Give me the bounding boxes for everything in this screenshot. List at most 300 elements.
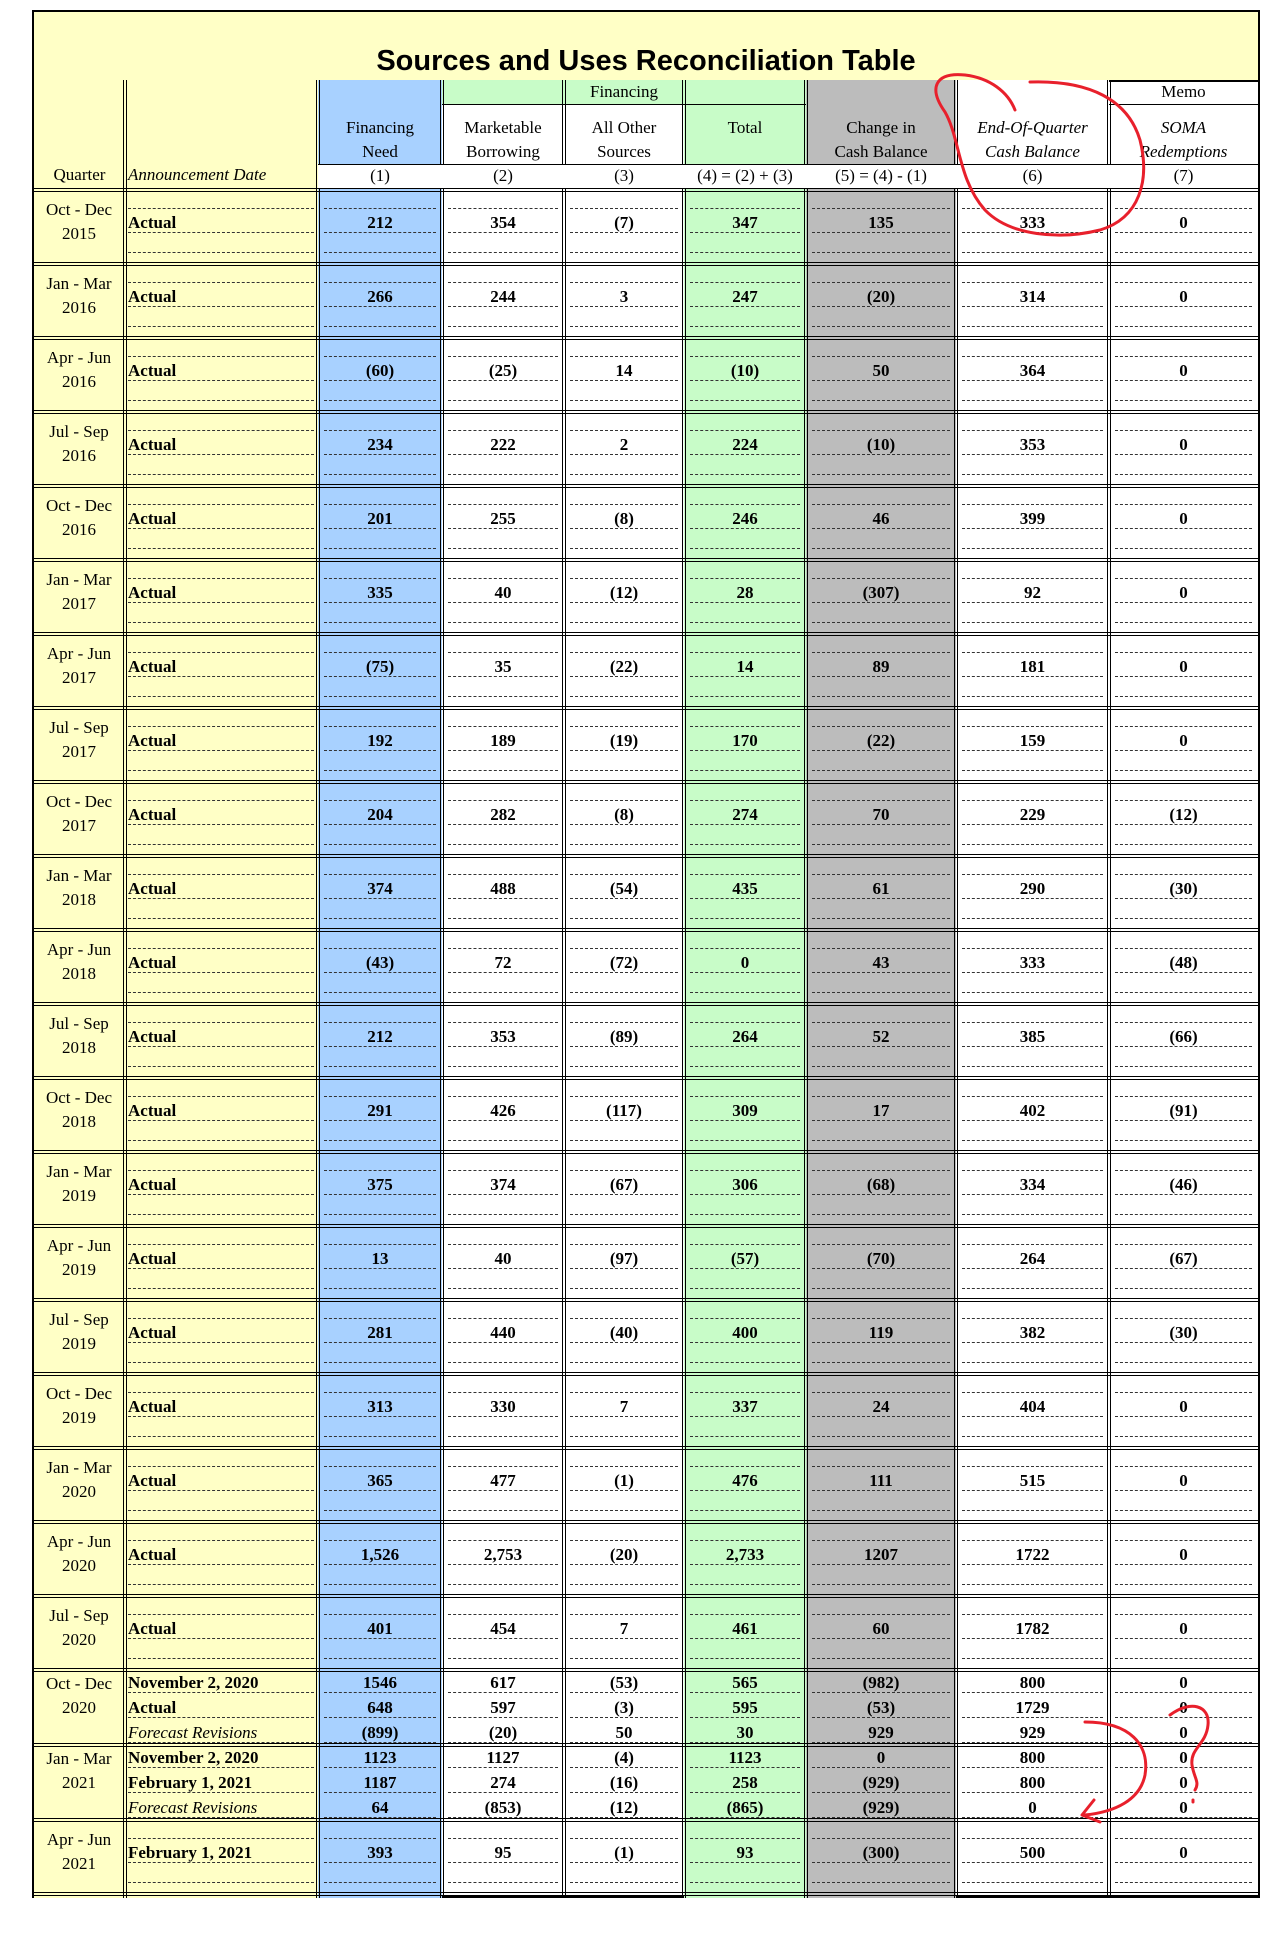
dotted-rule bbox=[690, 1717, 800, 1718]
dotted-rule bbox=[448, 844, 558, 845]
dotted-rule bbox=[128, 1767, 314, 1768]
dotted-rule bbox=[448, 1318, 558, 1319]
dotted-rule bbox=[690, 948, 800, 949]
dotted-rule bbox=[690, 1268, 800, 1269]
header-rule bbox=[1109, 104, 1258, 105]
table-cell: 334 bbox=[1019, 1175, 1046, 1194]
table-cell: 93 bbox=[736, 1843, 754, 1862]
table-cell: 1,526 bbox=[360, 1545, 400, 1564]
dotted-rule bbox=[570, 430, 678, 431]
dotted-rule bbox=[962, 1658, 1103, 1659]
dotted-rule bbox=[570, 992, 678, 993]
dotted-rule bbox=[812, 306, 950, 307]
dotted-rule bbox=[128, 1342, 314, 1343]
table-cell: 50 bbox=[615, 1723, 633, 1742]
dotted-rule bbox=[962, 874, 1103, 875]
dotted-rule bbox=[448, 1066, 558, 1067]
table-cell: 274 bbox=[732, 805, 758, 824]
table-cell: (20) bbox=[609, 1545, 639, 1564]
dotted-rule bbox=[1115, 282, 1252, 283]
dotted-rule bbox=[128, 356, 314, 357]
dotted-rule bbox=[128, 918, 314, 919]
table-cell: 648 bbox=[367, 1698, 393, 1717]
dotted-rule bbox=[128, 992, 314, 993]
table-cell: (10) bbox=[730, 361, 760, 380]
dotted-rule bbox=[128, 844, 314, 845]
table-cell: 306 bbox=[732, 1175, 758, 1194]
table-cell: 61 bbox=[872, 879, 890, 898]
dotted-rule bbox=[690, 750, 800, 751]
dotted-rule bbox=[1115, 972, 1252, 973]
quarter-label: Jul - Sep 2019 bbox=[49, 1310, 109, 1353]
dotted-rule bbox=[812, 800, 950, 801]
table-cell: 28 bbox=[736, 583, 754, 602]
dotted-rule bbox=[812, 1584, 950, 1585]
table-cell: 454 bbox=[490, 1619, 516, 1638]
dotted-rule bbox=[962, 1214, 1103, 1215]
dotted-rule bbox=[962, 1862, 1103, 1863]
dotted-rule bbox=[448, 1362, 558, 1363]
dotted-rule bbox=[962, 1392, 1103, 1393]
dotted-rule bbox=[324, 1466, 436, 1467]
dotted-rule bbox=[570, 1392, 678, 1393]
dotted-rule bbox=[570, 898, 678, 899]
dotted-rule bbox=[448, 548, 558, 549]
dotted-rule bbox=[448, 622, 558, 623]
dotted-rule bbox=[1115, 948, 1252, 949]
dotted-rule bbox=[128, 874, 314, 875]
dotted-rule bbox=[962, 528, 1103, 529]
table-cell: 2,753 bbox=[483, 1545, 523, 1564]
memo-gap-shade bbox=[956, 80, 1109, 104]
dotted-rule bbox=[812, 1862, 950, 1863]
dotted-rule bbox=[448, 504, 558, 505]
dotted-rule bbox=[690, 356, 800, 357]
column-header-1: Financing Need bbox=[346, 118, 414, 161]
table-cell: 353 bbox=[490, 1027, 516, 1046]
announcement-date: Actual bbox=[128, 509, 177, 528]
table-cell: 291 bbox=[367, 1101, 393, 1120]
announcement-date: November 2, 2020 bbox=[128, 1673, 259, 1692]
dotted-rule bbox=[962, 898, 1103, 899]
dotted-rule bbox=[962, 1342, 1103, 1343]
dotted-rule bbox=[448, 898, 558, 899]
dotted-rule bbox=[324, 1838, 436, 1839]
dotted-rule bbox=[1115, 1244, 1252, 1245]
table-cell: 234 bbox=[367, 435, 393, 454]
dotted-rule bbox=[1115, 824, 1252, 825]
dotted-rule bbox=[812, 874, 950, 875]
memo-group-header: Memo bbox=[1161, 82, 1206, 101]
dotted-rule bbox=[570, 1692, 678, 1693]
table-cell: 247 bbox=[732, 287, 758, 306]
dotted-rule bbox=[1115, 1194, 1252, 1195]
table-cell: 201 bbox=[367, 509, 393, 528]
dotted-rule bbox=[570, 208, 678, 209]
dotted-rule bbox=[128, 1268, 314, 1269]
dotted-rule bbox=[962, 800, 1103, 801]
dotted-rule bbox=[448, 232, 558, 233]
dotted-rule bbox=[812, 430, 950, 431]
dotted-rule bbox=[1115, 1658, 1252, 1659]
column-number-2: (2) bbox=[442, 164, 564, 188]
table-cell: 46 bbox=[872, 509, 890, 528]
column-divider bbox=[123, 80, 124, 1898]
dotted-rule bbox=[324, 1540, 436, 1541]
dotted-rule bbox=[962, 652, 1103, 653]
table-cell: 72 bbox=[494, 953, 512, 972]
dotted-rule bbox=[448, 1046, 558, 1047]
dotted-rule bbox=[812, 1194, 950, 1195]
dotted-rule bbox=[962, 1096, 1103, 1097]
header-bottom-rule bbox=[34, 188, 1258, 192]
table-cell: 1127 bbox=[486, 1748, 520, 1767]
dotted-rule bbox=[570, 1194, 678, 1195]
dotted-rule bbox=[962, 622, 1103, 623]
table-cell: 399 bbox=[1019, 509, 1046, 528]
dotted-rule bbox=[962, 844, 1103, 845]
dotted-rule bbox=[1115, 1066, 1252, 1067]
table-cell: 189 bbox=[490, 731, 516, 750]
dotted-rule bbox=[570, 1022, 678, 1023]
table-cell: 60 bbox=[872, 1619, 890, 1638]
dotted-rule bbox=[1115, 1466, 1252, 1467]
dotted-rule bbox=[690, 1436, 800, 1437]
table-cell: 7 bbox=[619, 1619, 629, 1638]
dotted-rule bbox=[690, 770, 800, 771]
dotted-rule bbox=[128, 232, 314, 233]
table-cell: (300) bbox=[862, 1843, 900, 1862]
dotted-rule bbox=[690, 1170, 800, 1171]
dotted-rule bbox=[690, 1466, 800, 1467]
dotted-rule bbox=[128, 1046, 314, 1047]
dotted-rule bbox=[812, 1416, 950, 1417]
table-cell: (89) bbox=[609, 1027, 639, 1046]
dotted-rule bbox=[324, 602, 436, 603]
table-cell: (853) bbox=[484, 1798, 522, 1817]
dotted-rule bbox=[812, 1318, 950, 1319]
table-cell: (40) bbox=[609, 1323, 639, 1342]
row-block-divider bbox=[34, 1002, 1258, 1006]
announcement-date: Actual bbox=[128, 657, 177, 676]
dotted-rule bbox=[962, 356, 1103, 357]
dotted-rule bbox=[324, 1066, 436, 1067]
dotted-rule bbox=[812, 1614, 950, 1615]
table-cell: 1729 bbox=[1015, 1698, 1050, 1717]
table-cell: 181 bbox=[1019, 657, 1046, 676]
table-cell: 597 bbox=[490, 1698, 516, 1717]
table-cell: 461 bbox=[732, 1619, 758, 1638]
dotted-rule bbox=[690, 430, 800, 431]
dotted-rule bbox=[128, 306, 314, 307]
table-cell: 1123 bbox=[363, 1748, 397, 1767]
table-cell: 258 bbox=[732, 1773, 758, 1792]
table-cell: 92 bbox=[1024, 583, 1041, 602]
dotted-rule bbox=[1115, 1638, 1252, 1639]
row-block-divider bbox=[34, 1594, 1258, 1598]
table-cell: (12) bbox=[609, 583, 639, 602]
dotted-rule bbox=[962, 430, 1103, 431]
dotted-rule bbox=[812, 1392, 950, 1393]
dotted-rule bbox=[1115, 454, 1252, 455]
table-cell: 222 bbox=[490, 435, 516, 454]
dotted-rule bbox=[324, 622, 436, 623]
table-cell: 13 bbox=[371, 1249, 389, 1268]
dotted-rule bbox=[448, 380, 558, 381]
table-cell: 224 bbox=[732, 435, 758, 454]
table-cell: (97) bbox=[609, 1249, 639, 1268]
table-cell: 500 bbox=[1019, 1843, 1046, 1862]
dotted-rule bbox=[962, 1584, 1103, 1585]
dotted-rule bbox=[812, 1838, 950, 1839]
page-title: Sources and Uses Reconciliation Table bbox=[376, 45, 916, 77]
dotted-rule bbox=[812, 1046, 950, 1047]
column-number-1: (1) bbox=[318, 164, 442, 188]
dotted-rule bbox=[570, 770, 678, 771]
column-header-4: Total bbox=[727, 118, 763, 137]
table-cell: 159 bbox=[1019, 731, 1046, 750]
dotted-rule bbox=[570, 1268, 678, 1269]
dotted-rule bbox=[570, 1584, 678, 1585]
row-block-divider bbox=[34, 1892, 1258, 1896]
dotted-rule bbox=[570, 548, 678, 549]
dotted-rule bbox=[962, 1046, 1103, 1047]
dotted-rule bbox=[448, 1490, 558, 1491]
dotted-rule bbox=[324, 1362, 436, 1363]
dotted-rule bbox=[1115, 1318, 1252, 1319]
row-block-divider bbox=[34, 262, 1258, 266]
dotted-rule bbox=[324, 726, 436, 727]
dotted-rule bbox=[1115, 1140, 1252, 1141]
table-cell: 385 bbox=[1019, 1027, 1046, 1046]
dotted-rule bbox=[128, 1288, 314, 1289]
dotted-rule bbox=[570, 252, 678, 253]
dotted-rule bbox=[1115, 652, 1252, 653]
dotted-rule bbox=[570, 874, 678, 875]
table-cell: 229 bbox=[1019, 805, 1046, 824]
table-cell: (117) bbox=[606, 1101, 642, 1120]
dotted-rule bbox=[962, 1490, 1103, 1491]
dotted-rule bbox=[324, 1584, 436, 1585]
dotted-rule bbox=[690, 1584, 800, 1585]
dotted-rule bbox=[324, 474, 436, 475]
dotted-rule bbox=[812, 726, 950, 727]
dotted-rule bbox=[962, 1022, 1103, 1023]
dotted-rule bbox=[962, 282, 1103, 283]
announcement-date: Actual bbox=[128, 1027, 177, 1046]
table-cell: 929 bbox=[1019, 1723, 1046, 1742]
announcement-date: Actual bbox=[128, 435, 177, 454]
dotted-rule bbox=[324, 918, 436, 919]
dotted-rule bbox=[1115, 548, 1252, 549]
table-cell: (67) bbox=[1169, 1249, 1198, 1268]
row-block-divider bbox=[34, 410, 1258, 414]
dotted-rule bbox=[690, 380, 800, 381]
row-block-divider bbox=[34, 1224, 1258, 1228]
table-cell: 0 bbox=[1179, 1673, 1188, 1692]
dotted-rule bbox=[690, 676, 800, 677]
dotted-rule bbox=[128, 1066, 314, 1067]
dotted-rule bbox=[570, 726, 678, 727]
table-cell: 52 bbox=[872, 1027, 890, 1046]
dotted-rule bbox=[690, 252, 800, 253]
table-cell: 89 bbox=[872, 657, 890, 676]
dotted-rule bbox=[962, 504, 1103, 505]
dotted-rule bbox=[324, 844, 436, 845]
dotted-rule bbox=[812, 1717, 950, 1718]
table-cell: (865) bbox=[726, 1798, 764, 1817]
table-cell: 14 bbox=[736, 657, 754, 676]
column-number-6: (6) bbox=[956, 164, 1109, 188]
quarter-label: Apr - Jun 2019 bbox=[46, 1236, 112, 1279]
row-block-divider bbox=[34, 928, 1258, 932]
dotted-rule bbox=[1115, 1838, 1252, 1839]
dotted-rule bbox=[448, 1268, 558, 1269]
table-cell: (8) bbox=[614, 805, 634, 824]
dotted-rule bbox=[128, 770, 314, 771]
table-cell: 0 bbox=[1179, 213, 1188, 232]
dotted-rule bbox=[128, 504, 314, 505]
table-cell: 119 bbox=[868, 1323, 894, 1342]
announcement-date: Actual bbox=[128, 1323, 177, 1342]
dotted-rule bbox=[128, 474, 314, 475]
table-cell: (929) bbox=[862, 1773, 900, 1792]
dotted-rule bbox=[448, 528, 558, 529]
dotted-rule bbox=[962, 1540, 1103, 1541]
table-cell: 400 bbox=[732, 1323, 758, 1342]
dotted-rule bbox=[324, 578, 436, 579]
table-cell: (22) bbox=[609, 657, 639, 676]
dotted-rule bbox=[690, 652, 800, 653]
dotted-rule bbox=[1115, 1882, 1252, 1883]
dotted-rule bbox=[812, 1342, 950, 1343]
dotted-rule bbox=[690, 800, 800, 801]
table-cell: (19) bbox=[609, 731, 639, 750]
dotted-rule bbox=[690, 844, 800, 845]
dotted-rule bbox=[570, 380, 678, 381]
dotted-rule bbox=[812, 504, 950, 505]
table-cell: (8) bbox=[614, 509, 634, 528]
dotted-rule bbox=[812, 652, 950, 653]
dotted-rule bbox=[1115, 528, 1252, 529]
dotted-rule bbox=[962, 1792, 1103, 1793]
dotted-rule bbox=[812, 992, 950, 993]
dotted-rule bbox=[690, 1490, 800, 1491]
dotted-rule bbox=[690, 1022, 800, 1023]
dotted-rule bbox=[570, 1767, 678, 1768]
row-block-divider bbox=[34, 1076, 1258, 1080]
dotted-rule bbox=[690, 602, 800, 603]
dotted-rule bbox=[448, 1288, 558, 1289]
dotted-rule bbox=[448, 800, 558, 801]
table-cell: 1722 bbox=[1015, 1545, 1050, 1564]
table-cell: 170 bbox=[732, 731, 758, 750]
dotted-rule bbox=[570, 696, 678, 697]
dotted-rule bbox=[324, 1392, 436, 1393]
table-cell: 353 bbox=[1019, 435, 1046, 454]
dotted-rule bbox=[570, 1362, 678, 1363]
dotted-rule bbox=[812, 1288, 950, 1289]
dotted-rule bbox=[962, 1416, 1103, 1417]
dotted-rule bbox=[324, 306, 436, 307]
dotted-rule bbox=[324, 696, 436, 697]
quarter-label: Apr - Jun 2021 bbox=[46, 1830, 112, 1873]
dotted-rule bbox=[128, 548, 314, 549]
dotted-rule bbox=[812, 1244, 950, 1245]
column-header-7: SOMA Redemptions bbox=[1139, 118, 1228, 161]
dotted-rule bbox=[690, 898, 800, 899]
dotted-rule bbox=[962, 232, 1103, 233]
table-cell: 1207 bbox=[864, 1545, 898, 1564]
table-cell: 426 bbox=[490, 1101, 516, 1120]
table-cell: 64 bbox=[371, 1798, 389, 1817]
dotted-rule bbox=[1115, 400, 1252, 401]
dotted-rule bbox=[690, 474, 800, 475]
dotted-rule bbox=[1115, 800, 1252, 801]
dotted-rule bbox=[570, 474, 678, 475]
dotted-rule bbox=[570, 356, 678, 357]
announcement-date: Actual bbox=[128, 213, 177, 232]
table-cell: (929) bbox=[862, 1798, 900, 1817]
quarter-label: Jan - Mar 2020 bbox=[46, 1458, 112, 1501]
dotted-rule bbox=[1115, 430, 1252, 431]
quarter-label: Apr - Jun 2016 bbox=[46, 348, 112, 391]
dotted-rule bbox=[324, 824, 436, 825]
table-cell: (30) bbox=[1169, 1323, 1198, 1342]
dotted-rule bbox=[1115, 578, 1252, 579]
announcement-date: Actual bbox=[128, 1175, 177, 1194]
dotted-rule bbox=[690, 1244, 800, 1245]
dotted-rule bbox=[570, 1838, 678, 1839]
table-cell: 595 bbox=[732, 1698, 758, 1717]
dotted-rule bbox=[324, 1244, 436, 1245]
dotted-rule bbox=[962, 1318, 1103, 1319]
dotted-rule bbox=[448, 1614, 558, 1615]
dotted-rule bbox=[324, 1717, 436, 1718]
dotted-rule bbox=[1115, 474, 1252, 475]
dotted-rule bbox=[128, 1862, 314, 1863]
dotted-rule bbox=[690, 306, 800, 307]
table-cell: 435 bbox=[732, 879, 758, 898]
dotted-rule bbox=[1115, 1120, 1252, 1121]
dotted-rule bbox=[448, 874, 558, 875]
dotted-rule bbox=[812, 548, 950, 549]
table-cell: 0 bbox=[1179, 1619, 1188, 1638]
table-cell: 0 bbox=[1179, 1748, 1188, 1767]
dotted-rule bbox=[324, 504, 436, 505]
dotted-rule bbox=[570, 824, 678, 825]
dotted-rule bbox=[448, 1638, 558, 1639]
dotted-rule bbox=[962, 380, 1103, 381]
table-cell: 309 bbox=[732, 1101, 758, 1120]
dotted-rule bbox=[962, 992, 1103, 993]
dotted-rule bbox=[570, 1120, 678, 1121]
dotted-rule bbox=[448, 696, 558, 697]
dotted-rule bbox=[690, 326, 800, 327]
table-cell: (20) bbox=[488, 1723, 518, 1742]
dotted-rule bbox=[1115, 1170, 1252, 1171]
table-cell: 476 bbox=[732, 1471, 758, 1490]
dotted-rule bbox=[962, 1244, 1103, 1245]
table-cell: 192 bbox=[367, 731, 393, 750]
dotted-rule bbox=[690, 1194, 800, 1195]
dotted-rule bbox=[324, 1022, 436, 1023]
announcement-date: Actual bbox=[128, 1619, 177, 1638]
table-cell: 335 bbox=[367, 583, 393, 602]
dotted-rule bbox=[324, 770, 436, 771]
dotted-rule bbox=[812, 1214, 950, 1215]
table-cell: (12) bbox=[609, 1798, 639, 1817]
